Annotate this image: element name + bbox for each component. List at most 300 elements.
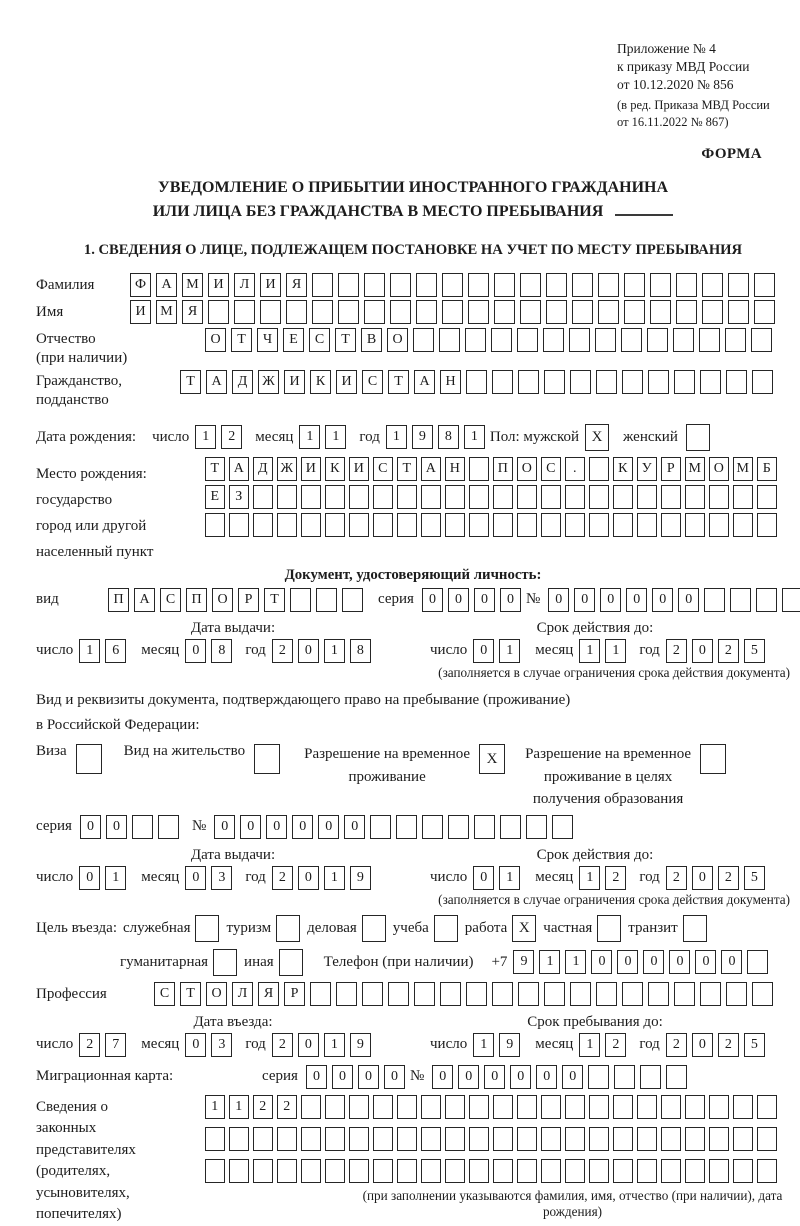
char-cell[interactable]	[709, 1095, 729, 1119]
char-cell[interactable]: 1	[79, 639, 100, 663]
char-cell[interactable]	[373, 1095, 393, 1119]
char-cell[interactable]: 5	[744, 1033, 765, 1057]
char-cell[interactable]	[624, 273, 645, 297]
char-cell[interactable]	[492, 982, 513, 1006]
char-cell[interactable]	[422, 815, 443, 839]
char-cell[interactable]	[500, 815, 521, 839]
char-cell[interactable]: 0	[591, 950, 612, 974]
char-cell[interactable]	[546, 300, 567, 324]
char-cell[interactable]: Т	[205, 457, 225, 481]
char-cell[interactable]: 0	[240, 815, 261, 839]
char-cell[interactable]	[494, 273, 515, 297]
char-cell[interactable]	[517, 485, 537, 509]
char-cell[interactable]: 1	[324, 1033, 345, 1057]
char-cell[interactable]: 0	[600, 588, 621, 612]
char-cell[interactable]	[364, 273, 385, 297]
char-cell[interactable]	[565, 1127, 585, 1151]
char-cell[interactable]	[709, 1159, 729, 1183]
char-cell[interactable]: 1	[579, 1033, 600, 1057]
char-cell[interactable]: 1	[205, 1095, 225, 1119]
char-cell[interactable]	[253, 485, 273, 509]
char-cell[interactable]: О	[212, 588, 233, 612]
char-cell[interactable]	[661, 485, 681, 509]
char-cell[interactable]	[621, 328, 642, 352]
char-cell[interactable]	[726, 982, 747, 1006]
char-cell[interactable]	[704, 588, 725, 612]
char-cell[interactable]: Т	[180, 370, 201, 394]
char-cell[interactable]	[301, 513, 321, 537]
char-cell[interactable]	[596, 370, 617, 394]
char-cell[interactable]: А	[421, 457, 441, 481]
char-cell[interactable]	[286, 300, 307, 324]
char-cell[interactable]	[757, 1095, 777, 1119]
char-cell[interactable]	[544, 370, 565, 394]
char-cell[interactable]	[421, 485, 441, 509]
char-cell[interactable]	[640, 1065, 661, 1089]
char-cell[interactable]: Б	[757, 457, 777, 481]
purpose-option-checkbox[interactable]	[683, 915, 707, 942]
char-cell[interactable]	[234, 300, 255, 324]
char-cell[interactable]: 0	[332, 1065, 353, 1089]
char-cell[interactable]: С	[309, 328, 330, 352]
char-cell[interactable]	[338, 273, 359, 297]
char-cell[interactable]	[676, 300, 697, 324]
char-cell[interactable]	[709, 1127, 729, 1151]
char-cell[interactable]: 0	[298, 866, 319, 890]
char-cell[interactable]: 5	[744, 866, 765, 890]
char-cell[interactable]: Я	[286, 273, 307, 297]
char-cell[interactable]	[301, 1159, 321, 1183]
char-cell[interactable]: Е	[205, 485, 225, 509]
char-cell[interactable]: 2	[718, 1033, 739, 1057]
char-cell[interactable]: 0	[484, 1065, 505, 1089]
char-cell[interactable]: И	[349, 457, 369, 481]
char-cell[interactable]	[685, 1127, 705, 1151]
char-cell[interactable]	[598, 273, 619, 297]
purpose-option-checkbox[interactable]	[276, 915, 300, 942]
char-cell[interactable]: Р	[238, 588, 259, 612]
char-cell[interactable]	[370, 815, 391, 839]
char-cell[interactable]	[637, 1159, 657, 1183]
char-cell[interactable]	[733, 1159, 753, 1183]
char-cell[interactable]: 1	[579, 866, 600, 890]
char-cell[interactable]: 1	[229, 1095, 249, 1119]
char-cell[interactable]	[757, 1127, 777, 1151]
char-cell[interactable]: 0	[678, 588, 699, 612]
char-cell[interactable]: 0	[384, 1065, 405, 1089]
char-cell[interactable]	[301, 1127, 321, 1151]
char-cell[interactable]	[589, 1095, 609, 1119]
char-cell[interactable]: Ф	[130, 273, 151, 297]
char-cell[interactable]	[253, 1127, 273, 1151]
char-cell[interactable]: 0	[292, 815, 313, 839]
char-cell[interactable]	[637, 1095, 657, 1119]
char-cell[interactable]	[290, 588, 311, 612]
char-cell[interactable]	[518, 370, 539, 394]
char-cell[interactable]	[373, 485, 393, 509]
char-cell[interactable]	[757, 513, 777, 537]
char-cell[interactable]: С	[154, 982, 175, 1006]
char-cell[interactable]	[421, 1127, 441, 1151]
char-cell[interactable]	[442, 300, 463, 324]
char-cell[interactable]: 2	[666, 1033, 687, 1057]
char-cell[interactable]	[388, 982, 409, 1006]
char-cell[interactable]	[752, 982, 773, 1006]
char-cell[interactable]	[421, 1095, 441, 1119]
char-cell[interactable]	[469, 457, 489, 481]
char-cell[interactable]	[397, 485, 417, 509]
char-cell[interactable]: 2	[277, 1095, 297, 1119]
char-cell[interactable]	[541, 485, 561, 509]
char-cell[interactable]	[757, 485, 777, 509]
char-cell[interactable]	[493, 513, 513, 537]
char-cell[interactable]: М	[733, 457, 753, 481]
char-cell[interactable]	[469, 1159, 489, 1183]
char-cell[interactable]	[277, 1159, 297, 1183]
char-cell[interactable]	[349, 1127, 369, 1151]
char-cell[interactable]: 1	[464, 425, 485, 449]
char-cell[interactable]	[414, 982, 435, 1006]
char-cell[interactable]	[674, 370, 695, 394]
char-cell[interactable]: 1	[579, 639, 600, 663]
sex-male-checkbox[interactable]: X	[585, 424, 609, 451]
char-cell[interactable]	[517, 1127, 537, 1151]
char-cell[interactable]: 1	[325, 425, 346, 449]
char-cell[interactable]	[756, 588, 777, 612]
char-cell[interactable]	[650, 273, 671, 297]
char-cell[interactable]	[373, 1159, 393, 1183]
char-cell[interactable]	[622, 370, 643, 394]
char-cell[interactable]: М	[182, 273, 203, 297]
char-cell[interactable]	[465, 328, 486, 352]
char-cell[interactable]: 1	[539, 950, 560, 974]
char-cell[interactable]: А	[206, 370, 227, 394]
char-cell[interactable]	[468, 273, 489, 297]
char-cell[interactable]	[342, 588, 363, 612]
char-cell[interactable]	[493, 1159, 513, 1183]
char-cell[interactable]	[416, 273, 437, 297]
char-cell[interactable]	[440, 982, 461, 1006]
char-cell[interactable]	[445, 1159, 465, 1183]
char-cell[interactable]: 0	[510, 1065, 531, 1089]
char-cell[interactable]: 0	[695, 950, 716, 974]
char-cell[interactable]: 1	[499, 866, 520, 890]
char-cell[interactable]: И	[284, 370, 305, 394]
char-cell[interactable]: 2	[221, 425, 242, 449]
char-cell[interactable]: Ж	[258, 370, 279, 394]
char-cell[interactable]	[439, 328, 460, 352]
char-cell[interactable]	[782, 588, 800, 612]
char-cell[interactable]	[700, 982, 721, 1006]
char-cell[interactable]: Л	[232, 982, 253, 1006]
char-cell[interactable]: 0	[458, 1065, 479, 1089]
char-cell[interactable]	[673, 328, 694, 352]
char-cell[interactable]: Я	[258, 982, 279, 1006]
char-cell[interactable]: 5	[744, 639, 765, 663]
char-cell[interactable]	[648, 982, 669, 1006]
char-cell[interactable]	[676, 273, 697, 297]
char-cell[interactable]	[700, 370, 721, 394]
char-cell[interactable]: 2	[272, 1033, 293, 1057]
char-cell[interactable]	[637, 485, 657, 509]
char-cell[interactable]	[421, 1159, 441, 1183]
char-cell[interactable]	[702, 300, 723, 324]
char-cell[interactable]: .	[565, 457, 585, 481]
char-cell[interactable]	[613, 1095, 633, 1119]
char-cell[interactable]	[637, 1127, 657, 1151]
char-cell[interactable]: 9	[513, 950, 534, 974]
char-cell[interactable]: 7	[105, 1033, 126, 1057]
char-cell[interactable]	[589, 1159, 609, 1183]
char-cell[interactable]: 9	[499, 1033, 520, 1057]
char-cell[interactable]: 1	[499, 639, 520, 663]
char-cell[interactable]: 0	[473, 866, 494, 890]
char-cell[interactable]	[468, 300, 489, 324]
char-cell[interactable]: 0	[298, 1033, 319, 1057]
char-cell[interactable]: 0	[185, 866, 206, 890]
char-cell[interactable]	[469, 513, 489, 537]
char-cell[interactable]: 2	[272, 639, 293, 663]
char-cell[interactable]: С	[362, 370, 383, 394]
char-cell[interactable]	[349, 513, 369, 537]
char-cell[interactable]	[730, 588, 751, 612]
char-cell[interactable]	[685, 485, 705, 509]
char-cell[interactable]: В	[361, 328, 382, 352]
char-cell[interactable]: З	[229, 485, 249, 509]
char-cell[interactable]	[325, 485, 345, 509]
char-cell[interactable]	[661, 1127, 681, 1151]
char-cell[interactable]: 0	[652, 588, 673, 612]
char-cell[interactable]: 0	[422, 588, 443, 612]
char-cell[interactable]: Т	[388, 370, 409, 394]
char-cell[interactable]	[205, 1159, 225, 1183]
char-cell[interactable]	[614, 1065, 635, 1089]
char-cell[interactable]	[546, 273, 567, 297]
char-cell[interactable]: 1	[195, 425, 216, 449]
char-cell[interactable]: 0	[669, 950, 690, 974]
char-cell[interactable]	[277, 485, 297, 509]
char-cell[interactable]: М	[156, 300, 177, 324]
char-cell[interactable]: 0	[344, 815, 365, 839]
char-cell[interactable]: 0	[448, 588, 469, 612]
char-cell[interactable]	[520, 273, 541, 297]
char-cell[interactable]	[702, 273, 723, 297]
visa-checkbox[interactable]	[76, 744, 102, 774]
char-cell[interactable]	[570, 370, 591, 394]
char-cell[interactable]	[624, 300, 645, 324]
char-cell[interactable]	[517, 1159, 537, 1183]
temp-residence-checkbox[interactable]: X	[479, 744, 505, 774]
purpose-option-checkbox[interactable]	[279, 949, 303, 976]
purpose-option-checkbox[interactable]	[195, 915, 219, 942]
char-cell[interactable]: П	[186, 588, 207, 612]
char-cell[interactable]: И	[208, 273, 229, 297]
char-cell[interactable]: А	[229, 457, 249, 481]
char-cell[interactable]	[413, 328, 434, 352]
char-cell[interactable]	[349, 485, 369, 509]
char-cell[interactable]: 2	[605, 866, 626, 890]
char-cell[interactable]	[754, 273, 775, 297]
char-cell[interactable]	[466, 982, 487, 1006]
char-cell[interactable]	[589, 513, 609, 537]
char-cell[interactable]: 2	[718, 639, 739, 663]
char-cell[interactable]: 0	[692, 866, 713, 890]
char-cell[interactable]	[448, 815, 469, 839]
char-cell[interactable]: О	[387, 328, 408, 352]
char-cell[interactable]: О	[517, 457, 537, 481]
char-cell[interactable]	[517, 1095, 537, 1119]
char-cell[interactable]	[733, 1095, 753, 1119]
char-cell[interactable]: 2	[666, 639, 687, 663]
char-cell[interactable]	[543, 328, 564, 352]
char-cell[interactable]	[301, 1095, 321, 1119]
char-cell[interactable]: 0	[548, 588, 569, 612]
char-cell[interactable]: А	[414, 370, 435, 394]
char-cell[interactable]	[132, 815, 153, 839]
char-cell[interactable]	[517, 513, 537, 537]
char-cell[interactable]: Т	[397, 457, 417, 481]
char-cell[interactable]	[733, 1127, 753, 1151]
char-cell[interactable]	[349, 1095, 369, 1119]
char-cell[interactable]: К	[310, 370, 331, 394]
char-cell[interactable]	[661, 1159, 681, 1183]
char-cell[interactable]	[541, 1095, 561, 1119]
char-cell[interactable]: А	[134, 588, 155, 612]
char-cell[interactable]: И	[336, 370, 357, 394]
char-cell[interactable]	[595, 328, 616, 352]
char-cell[interactable]	[253, 1159, 273, 1183]
char-cell[interactable]	[565, 485, 585, 509]
char-cell[interactable]: 8	[438, 425, 459, 449]
char-cell[interactable]	[349, 1159, 369, 1183]
char-cell[interactable]	[397, 1095, 417, 1119]
char-cell[interactable]	[725, 328, 746, 352]
char-cell[interactable]	[598, 300, 619, 324]
char-cell[interactable]: 0	[185, 1033, 206, 1057]
char-cell[interactable]	[569, 328, 590, 352]
char-cell[interactable]	[589, 485, 609, 509]
char-cell[interactable]: 0	[80, 815, 101, 839]
char-cell[interactable]: 3	[211, 1033, 232, 1057]
char-cell[interactable]	[596, 982, 617, 1006]
purpose-option-checkbox[interactable]	[362, 915, 386, 942]
char-cell[interactable]: 9	[350, 1033, 371, 1057]
char-cell[interactable]	[637, 513, 657, 537]
char-cell[interactable]: 0	[306, 1065, 327, 1089]
char-cell[interactable]: Н	[445, 457, 465, 481]
char-cell[interactable]	[661, 1095, 681, 1119]
char-cell[interactable]	[752, 370, 773, 394]
char-cell[interactable]	[685, 1095, 705, 1119]
char-cell[interactable]	[751, 328, 772, 352]
char-cell[interactable]: 0	[318, 815, 339, 839]
char-cell[interactable]: Е	[283, 328, 304, 352]
char-cell[interactable]	[565, 513, 585, 537]
char-cell[interactable]	[442, 273, 463, 297]
char-cell[interactable]	[685, 513, 705, 537]
char-cell[interactable]: 1	[473, 1033, 494, 1057]
char-cell[interactable]	[728, 273, 749, 297]
char-cell[interactable]: 0	[721, 950, 742, 974]
char-cell[interactable]	[747, 950, 768, 974]
char-cell[interactable]: И	[260, 273, 281, 297]
char-cell[interactable]: О	[205, 328, 226, 352]
char-cell[interactable]: 1	[299, 425, 320, 449]
char-cell[interactable]: 0	[266, 815, 287, 839]
char-cell[interactable]	[208, 300, 229, 324]
char-cell[interactable]	[572, 273, 593, 297]
char-cell[interactable]	[397, 513, 417, 537]
char-cell[interactable]	[445, 1127, 465, 1151]
char-cell[interactable]	[494, 300, 515, 324]
char-cell[interactable]: У	[637, 457, 657, 481]
char-cell[interactable]	[733, 485, 753, 509]
char-cell[interactable]	[325, 1159, 345, 1183]
char-cell[interactable]: 0	[574, 588, 595, 612]
char-cell[interactable]: 1	[386, 425, 407, 449]
char-cell[interactable]: Л	[234, 273, 255, 297]
char-cell[interactable]: И	[130, 300, 151, 324]
char-cell[interactable]: И	[301, 457, 321, 481]
char-cell[interactable]: 0	[500, 588, 521, 612]
char-cell[interactable]	[726, 370, 747, 394]
char-cell[interactable]: 2	[718, 866, 739, 890]
char-cell[interactable]	[397, 1127, 417, 1151]
char-cell[interactable]	[757, 1159, 777, 1183]
char-cell[interactable]	[205, 1127, 225, 1151]
char-cell[interactable]	[253, 513, 273, 537]
char-cell[interactable]: Р	[284, 982, 305, 1006]
char-cell[interactable]	[518, 982, 539, 1006]
char-cell[interactable]	[310, 982, 331, 1006]
char-cell[interactable]: Т	[231, 328, 252, 352]
char-cell[interactable]: П	[493, 457, 513, 481]
char-cell[interactable]	[312, 300, 333, 324]
char-cell[interactable]	[699, 328, 720, 352]
char-cell[interactable]: 8	[211, 639, 232, 663]
char-cell[interactable]	[301, 485, 321, 509]
char-cell[interactable]: 2	[666, 866, 687, 890]
char-cell[interactable]: 0	[474, 588, 495, 612]
char-cell[interactable]	[390, 273, 411, 297]
char-cell[interactable]: Ч	[257, 328, 278, 352]
char-cell[interactable]: 3	[211, 866, 232, 890]
char-cell[interactable]	[493, 1095, 513, 1119]
char-cell[interactable]: С	[373, 457, 393, 481]
char-cell[interactable]	[469, 1095, 489, 1119]
char-cell[interactable]	[229, 1127, 249, 1151]
sex-female-checkbox[interactable]	[686, 424, 710, 451]
char-cell[interactable]	[277, 513, 297, 537]
char-cell[interactable]	[520, 300, 541, 324]
char-cell[interactable]: 0	[536, 1065, 557, 1089]
char-cell[interactable]: 0	[298, 639, 319, 663]
char-cell[interactable]	[572, 300, 593, 324]
char-cell[interactable]: 0	[692, 1033, 713, 1057]
char-cell[interactable]	[325, 1127, 345, 1151]
char-cell[interactable]	[491, 328, 512, 352]
char-cell[interactable]: Т	[335, 328, 356, 352]
char-cell[interactable]: 0	[106, 815, 127, 839]
char-cell[interactable]	[589, 1127, 609, 1151]
char-cell[interactable]	[541, 513, 561, 537]
char-cell[interactable]	[364, 300, 385, 324]
char-cell[interactable]	[396, 815, 417, 839]
char-cell[interactable]: 0	[617, 950, 638, 974]
char-cell[interactable]: Т	[264, 588, 285, 612]
char-cell[interactable]	[544, 982, 565, 1006]
char-cell[interactable]: 8	[350, 639, 371, 663]
